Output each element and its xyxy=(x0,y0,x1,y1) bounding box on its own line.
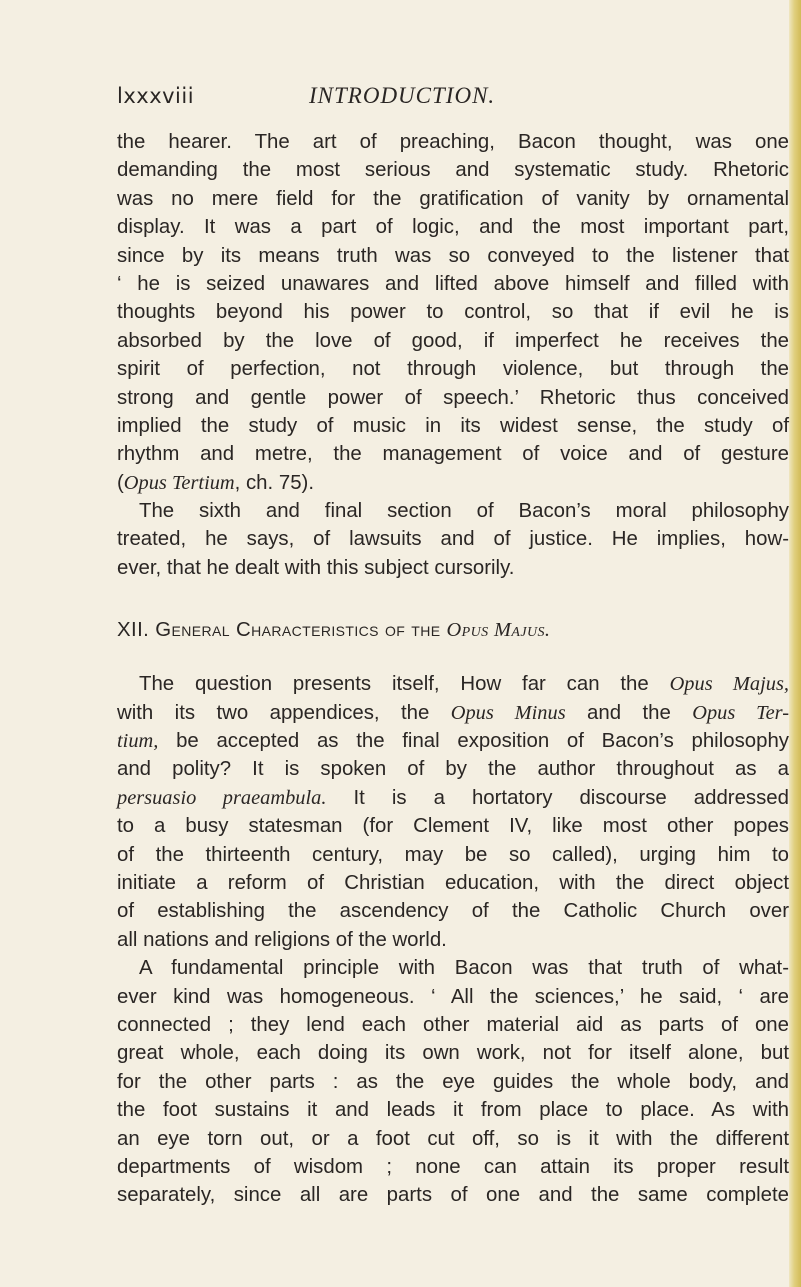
body-text xyxy=(117,128,789,1210)
text-line: tium, be accepted as the final exposition of Bacon’s philosophy xyxy=(117,730,789,753)
text-line: and polity? It is spoken of by the author throughout as a xyxy=(117,758,789,781)
text-line: ever, that he dealt with this subject cursorily. xyxy=(117,556,515,579)
text-line: connected ; they lend each other material aid as parts of one xyxy=(117,1013,789,1036)
page-edge-stain xyxy=(789,0,801,1287)
work-title: tium, xyxy=(117,730,159,753)
text-line: for the other parts : as the eye guides the whole body, and xyxy=(117,1070,789,1093)
text-line: all nations and religions of the world. xyxy=(117,928,447,951)
text-line: ever kind was homogeneous. ‘ All the sciences,’ he said, ‘ are xyxy=(117,985,789,1008)
text-line: ‘ he is seized unawares and lifted above himself and filled with xyxy=(117,272,789,295)
text-line: with its two appendices, the Opus Minus and the Opus Ter- xyxy=(117,701,789,724)
section-heading-text: General Characteristics of the xyxy=(155,619,441,642)
text-line: The question presents itself, How far can the Opus Majus, xyxy=(139,673,789,696)
text-line: since by its means truth was so conveyed to the listener that xyxy=(117,244,789,267)
work-title: Opus Minus xyxy=(450,701,566,724)
text-line: persuasio praeambula. It is a hortatory discourse addressed xyxy=(117,786,789,809)
text-line: display. It was a part of logic, and the most important part, xyxy=(117,216,789,239)
text-line: great whole, each doing its own work, not for itself alone, but xyxy=(117,1042,789,1065)
text-line: the foot sustains it and leads it from place to place. As with xyxy=(117,1099,789,1122)
text-line: thoughts beyond his power to control, so that if evil he is xyxy=(117,301,789,324)
text-line: demanding the most serious and systematic study. Rhetoric xyxy=(117,159,789,182)
paragraph-4 xyxy=(117,954,789,1210)
text-line: A fundamental principle with Bacon was that truth of what- xyxy=(139,957,789,980)
text-line: departments of wisdom ; none can attain its proper result xyxy=(117,1155,789,1178)
text-line: spirit of perfection, not through violence, but through the xyxy=(117,358,789,381)
section-number: XII. xyxy=(117,619,150,642)
page-number: lxxxviii xyxy=(117,84,195,108)
text-line: The sixth and final section of Bacon’s moral philosophy xyxy=(139,500,789,523)
work-title: Opus Majus, xyxy=(669,673,789,696)
text-line: an eye torn out, or a foot cut off, so is it with the different xyxy=(117,1127,789,1150)
work-title: Opus Ter- xyxy=(692,701,789,724)
paragraph-2 xyxy=(117,497,789,582)
text-line: strong and gentle power of speech.’ Rhetoric thus conceived xyxy=(117,386,789,409)
text-line: of establishing the ascendency of the Catholic Church over xyxy=(117,900,789,923)
section-heading-title: Opus Majus. xyxy=(446,619,551,642)
text-line: the hearer. The art of preaching, Bacon thought, was one xyxy=(117,131,789,153)
text-line: rhythm and metre, the management of voice and of gesture xyxy=(117,443,789,466)
section-heading xyxy=(117,616,789,646)
text-line: to a busy statesman (for Clement IV, like most other popes xyxy=(117,815,789,838)
paragraph-3 xyxy=(117,670,789,954)
paragraph-1 xyxy=(117,128,789,497)
text-line: was no mere field for the gratification of vanity by ornamental xyxy=(117,187,789,210)
text-line: treated, he says, of lawsuits and of justice. He implies, how- xyxy=(117,528,789,551)
text-line: separately, since all are parts of one and the same complete xyxy=(117,1184,789,1207)
text-line: of the thirteenth century, may be so called), urging him to xyxy=(117,843,789,866)
work-title: Opus Tertium xyxy=(123,471,235,494)
text-line: absorbed by the love of good, if imperfect he receives the xyxy=(117,329,789,352)
latin-phrase: persuasio praeambula. xyxy=(117,786,327,809)
running-title: INTRODUCTION. xyxy=(309,83,496,108)
text-line: initiate a reform of Christian education, with the direct object xyxy=(117,871,789,894)
text-line: implied the study of music in its widest sense, the study of xyxy=(117,414,789,437)
text-line: (Opus Tertium, ch. 75). xyxy=(117,471,314,494)
